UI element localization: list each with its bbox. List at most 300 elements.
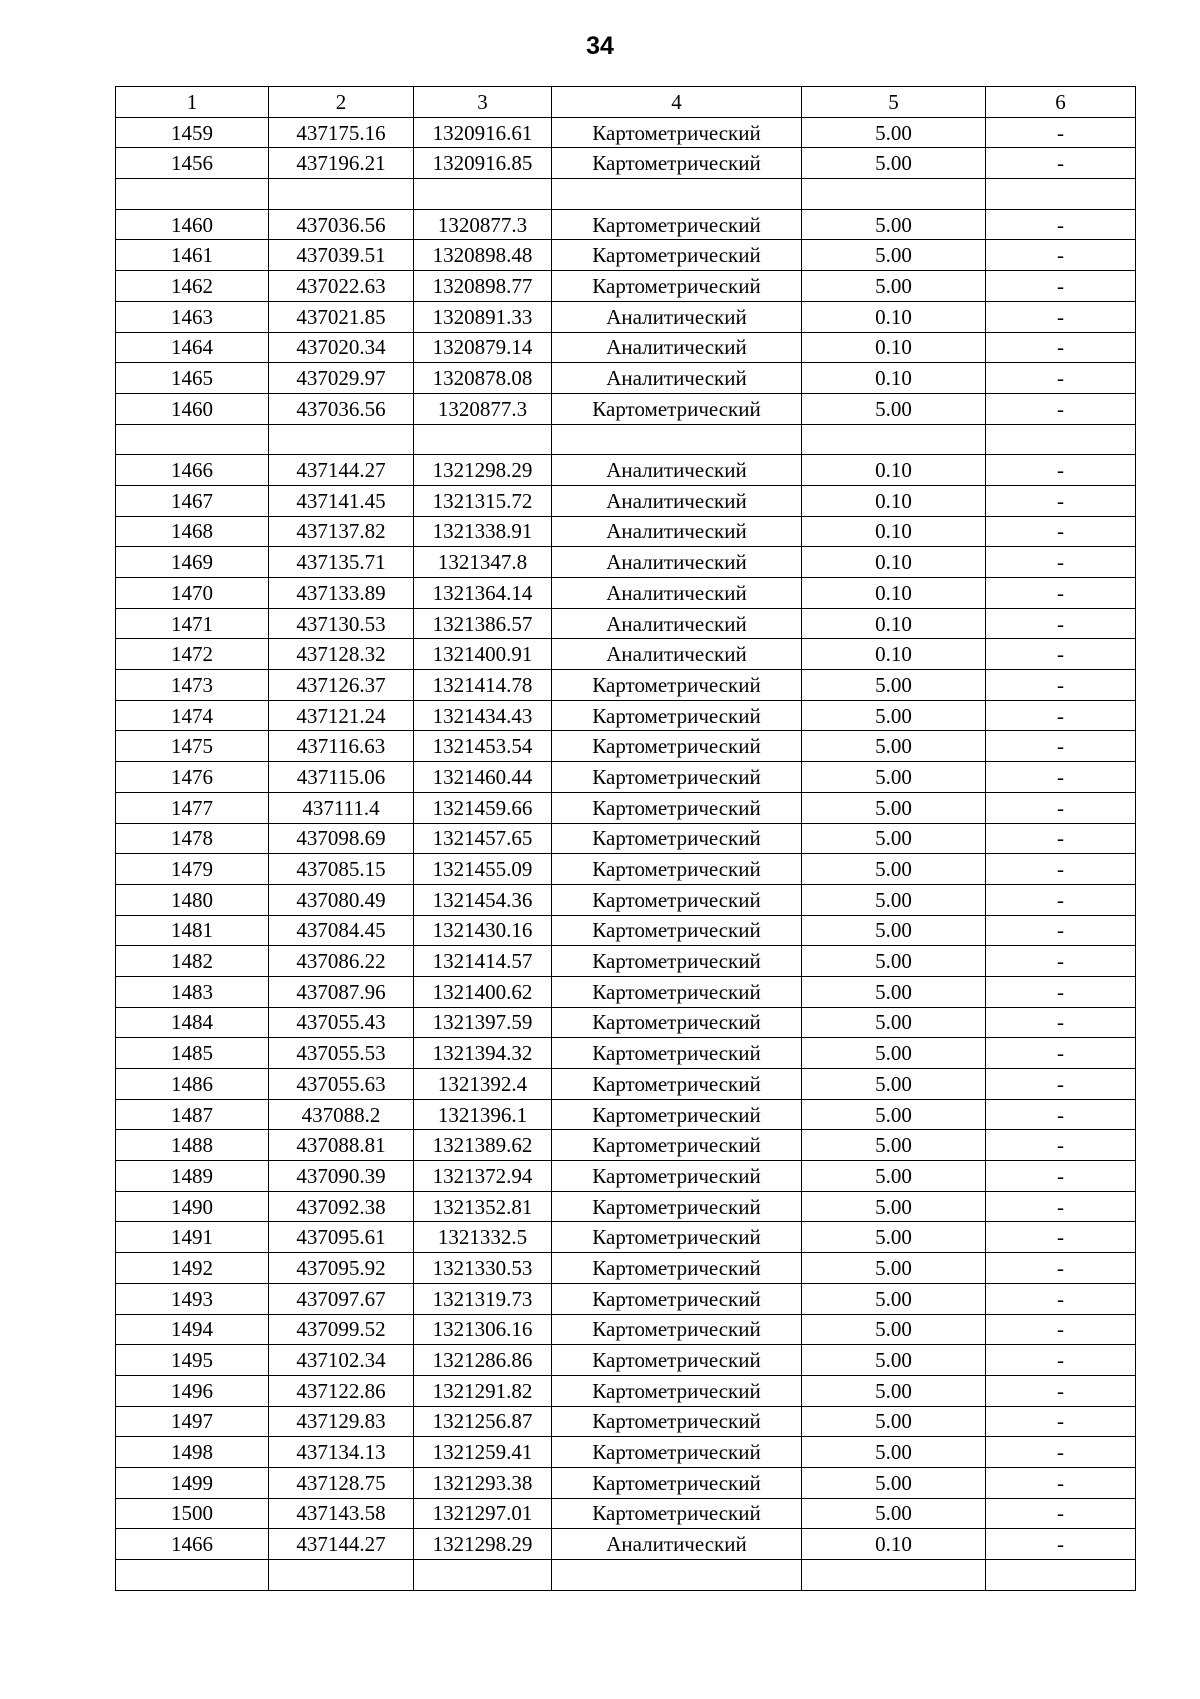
column-header: 4 (552, 87, 802, 118)
cell-accuracy: 5.00 (802, 148, 986, 179)
cell-coordinate-y: 1321259.41 (414, 1437, 552, 1468)
cell-coordinate-y: 1321453.54 (414, 731, 552, 762)
cell-point-number: 1472 (116, 639, 269, 670)
cell-method: Картометрический (552, 1253, 802, 1284)
table-row (116, 884, 1136, 915)
cell-coordinate-y: 1321352.81 (414, 1191, 552, 1222)
cell-note: - (986, 1007, 1136, 1038)
cell-note: - (986, 1498, 1136, 1529)
cell-coordinate-y: 1320898.48 (414, 240, 552, 271)
cell-point-number: 1475 (116, 731, 269, 762)
cell-method: Картометрический (552, 1222, 802, 1253)
cell-coordinate-x: 437036.56 (269, 393, 414, 424)
table-row (116, 1498, 1136, 1529)
cell-method: Картометрический (552, 1099, 802, 1130)
table-row (116, 1038, 1136, 1069)
cell-accuracy: 5.00 (802, 976, 986, 1007)
cell-coordinate-y: 1321319.73 (414, 1283, 552, 1314)
cell-coordinate-x: 437095.92 (269, 1253, 414, 1284)
cell-coordinate-y: 1320879.14 (414, 332, 552, 363)
cell-coordinate-y: 1321400.91 (414, 639, 552, 670)
cell-method: Картометрический (552, 1345, 802, 1376)
cell-note (986, 179, 1136, 210)
cell-note: - (986, 1437, 1136, 1468)
cell-method: Картометрический (552, 240, 802, 271)
cell-note: - (986, 700, 1136, 731)
cell-note: - (986, 271, 1136, 302)
table-row (116, 1253, 1136, 1284)
cell-coordinate-y: 1321298.29 (414, 455, 552, 486)
cell-coordinate-y: 1321414.57 (414, 946, 552, 977)
table-row (116, 639, 1136, 670)
cell-method: Картометрический (552, 946, 802, 977)
cell-point-number: 1494 (116, 1314, 269, 1345)
cell-accuracy: 5.00 (802, 1069, 986, 1100)
cell-coordinate-x: 437134.13 (269, 1437, 414, 1468)
cell-coordinate-x: 437092.38 (269, 1191, 414, 1222)
cell-method: Картометрический (552, 854, 802, 885)
cell-accuracy: 5.00 (802, 1467, 986, 1498)
cell-note (986, 1560, 1136, 1591)
cell-coordinate-x: 437090.39 (269, 1161, 414, 1192)
cell-method: Картометрический (552, 1406, 802, 1437)
cell-accuracy: 5.00 (802, 1099, 986, 1130)
cell-coordinate-x: 437084.45 (269, 915, 414, 946)
table-row (116, 670, 1136, 701)
cell-coordinate-y: 1320878.08 (414, 363, 552, 394)
cell-point-number: 1459 (116, 117, 269, 148)
cell-coordinate-y: 1321434.43 (414, 700, 552, 731)
cell-note: - (986, 363, 1136, 394)
cell-coordinate-x: 437196.21 (269, 148, 414, 179)
cell-coordinate-y: 1321392.4 (414, 1069, 552, 1100)
table-row (116, 1069, 1136, 1100)
cell-coordinate-y: 1321347.8 (414, 547, 552, 578)
cell-note: - (986, 1283, 1136, 1314)
cell-coordinate-x: 437021.85 (269, 301, 414, 332)
cell-coordinate-x: 437102.34 (269, 1345, 414, 1376)
cell-accuracy: 0.10 (802, 1529, 986, 1560)
cell-accuracy (802, 1560, 986, 1591)
cell-note: - (986, 639, 1136, 670)
table-row (116, 148, 1136, 179)
cell-point-number (116, 424, 269, 455)
cell-note: - (986, 1375, 1136, 1406)
cell-point-number: 1478 (116, 823, 269, 854)
cell-point-number: 1487 (116, 1099, 269, 1130)
table-row (116, 608, 1136, 639)
table-row (116, 854, 1136, 885)
cell-coordinate-x: 437111.4 (269, 792, 414, 823)
cell-method: Картометрический (552, 1130, 802, 1161)
cell-point-number: 1462 (116, 271, 269, 302)
table-row (116, 976, 1136, 1007)
cell-coordinate-x: 437055.53 (269, 1038, 414, 1069)
cell-point-number (116, 1560, 269, 1591)
table-row (116, 209, 1136, 240)
cell-point-number: 1470 (116, 578, 269, 609)
cell-coordinate-y: 1321455.09 (414, 854, 552, 885)
cell-method: Аналитический (552, 578, 802, 609)
cell-point-number: 1474 (116, 700, 269, 731)
cell-coordinate-y: 1321460.44 (414, 762, 552, 793)
cell-note: - (986, 915, 1136, 946)
cell-coordinate-x (269, 424, 414, 455)
cell-coordinate-x: 437115.06 (269, 762, 414, 793)
cell-accuracy: 0.10 (802, 455, 986, 486)
cell-point-number: 1488 (116, 1130, 269, 1161)
table-row (116, 1161, 1136, 1192)
cell-accuracy: 0.10 (802, 639, 986, 670)
cell-accuracy: 0.10 (802, 516, 986, 547)
cell-method (552, 179, 802, 210)
table-row (116, 240, 1136, 271)
cell-coordinate-y: 1321397.59 (414, 1007, 552, 1038)
cell-point-number: 1476 (116, 762, 269, 793)
cell-note: - (986, 1222, 1136, 1253)
cell-note: - (986, 547, 1136, 578)
cell-accuracy (802, 179, 986, 210)
cell-point-number: 1497 (116, 1406, 269, 1437)
cell-accuracy: 5.00 (802, 854, 986, 885)
cell-note: - (986, 485, 1136, 516)
cell-coordinate-x: 437137.82 (269, 516, 414, 547)
cell-point-number: 1463 (116, 301, 269, 332)
table-row (116, 179, 1136, 210)
page-number: 34 (586, 32, 614, 60)
cell-coordinate-x: 437099.52 (269, 1314, 414, 1345)
table-row (116, 792, 1136, 823)
cell-coordinate-x: 437128.75 (269, 1467, 414, 1498)
cell-point-number: 1468 (116, 516, 269, 547)
table-row (116, 1467, 1136, 1498)
cell-coordinate-y: 1321293.38 (414, 1467, 552, 1498)
cell-accuracy: 0.10 (802, 608, 986, 639)
cell-method: Картометрический (552, 148, 802, 179)
cell-accuracy: 5.00 (802, 240, 986, 271)
cell-point-number: 1460 (116, 209, 269, 240)
cell-accuracy: 0.10 (802, 301, 986, 332)
cell-note (986, 424, 1136, 455)
cell-accuracy: 0.10 (802, 363, 986, 394)
cell-point-number: 1491 (116, 1222, 269, 1253)
cell-coordinate-x: 437055.63 (269, 1069, 414, 1100)
cell-note: - (986, 762, 1136, 793)
cell-accuracy: 5.00 (802, 1038, 986, 1069)
cell-accuracy: 5.00 (802, 884, 986, 915)
column-header: 2 (269, 87, 414, 118)
cell-method: Картометрический (552, 823, 802, 854)
cell-method: Картометрический (552, 1038, 802, 1069)
cell-accuracy: 5.00 (802, 823, 986, 854)
cell-method: Картометрический (552, 731, 802, 762)
cell-note: - (986, 1314, 1136, 1345)
cell-coordinate-x: 437130.53 (269, 608, 414, 639)
cell-method: Картометрический (552, 976, 802, 1007)
cell-note: - (986, 1345, 1136, 1376)
cell-point-number: 1481 (116, 915, 269, 946)
cell-accuracy: 5.00 (802, 792, 986, 823)
cell-method: Аналитический (552, 363, 802, 394)
cell-method: Картометрический (552, 1437, 802, 1468)
cell-point-number: 1483 (116, 976, 269, 1007)
cell-point-number: 1490 (116, 1191, 269, 1222)
cell-accuracy: 5.00 (802, 1345, 986, 1376)
cell-note: - (986, 792, 1136, 823)
cell-method: Картометрический (552, 209, 802, 240)
cell-coordinate-x: 437135.71 (269, 547, 414, 578)
cell-method: Картометрический (552, 1375, 802, 1406)
cell-coordinate-y: 1320891.33 (414, 301, 552, 332)
cell-coordinate-y (414, 1560, 552, 1591)
cell-method: Аналитический (552, 516, 802, 547)
cell-coordinate-x: 437129.83 (269, 1406, 414, 1437)
cell-accuracy: 5.00 (802, 1130, 986, 1161)
cell-point-number: 1485 (116, 1038, 269, 1069)
cell-coordinate-y (414, 179, 552, 210)
cell-coordinate-x: 437036.56 (269, 209, 414, 240)
cell-method: Картометрический (552, 762, 802, 793)
cell-note: - (986, 1161, 1136, 1192)
cell-accuracy: 5.00 (802, 1314, 986, 1345)
cell-coordinate-y: 1320916.85 (414, 148, 552, 179)
table-row (116, 731, 1136, 762)
cell-point-number: 1461 (116, 240, 269, 271)
cell-method: Картометрический (552, 1467, 802, 1498)
table-header-row (116, 87, 1136, 118)
cell-accuracy: 5.00 (802, 393, 986, 424)
cell-coordinate-y: 1321297.01 (414, 1498, 552, 1529)
cell-method: Картометрический (552, 670, 802, 701)
cell-coordinate-y: 1321457.65 (414, 823, 552, 854)
table-row (116, 332, 1136, 363)
table-row (116, 1345, 1136, 1376)
cell-coordinate-y: 1321386.57 (414, 608, 552, 639)
cell-point-number: 1489 (116, 1161, 269, 1192)
cell-note: - (986, 1130, 1136, 1161)
cell-method: Картометрический (552, 700, 802, 731)
cell-accuracy (802, 424, 986, 455)
cell-coordinate-x: 437121.24 (269, 700, 414, 731)
cell-point-number: 1466 (116, 1529, 269, 1560)
table-row (116, 117, 1136, 148)
table-row (116, 424, 1136, 455)
cell-accuracy: 5.00 (802, 1406, 986, 1437)
table-row (116, 1007, 1136, 1038)
cell-point-number: 1464 (116, 332, 269, 363)
table-row (116, 1130, 1136, 1161)
cell-accuracy: 5.00 (802, 946, 986, 977)
cell-coordinate-x: 437128.32 (269, 639, 414, 670)
cell-note: - (986, 117, 1136, 148)
cell-method: Аналитический (552, 301, 802, 332)
cell-coordinate-x: 437055.43 (269, 1007, 414, 1038)
cell-note: - (986, 148, 1136, 179)
cell-point-number: 1480 (116, 884, 269, 915)
cell-coordinate-y: 1321330.53 (414, 1253, 552, 1284)
table-row (116, 762, 1136, 793)
table-row (116, 1529, 1136, 1560)
cell-coordinate-x: 437143.58 (269, 1498, 414, 1529)
cell-coordinate-x: 437080.49 (269, 884, 414, 915)
cell-method: Картометрический (552, 117, 802, 148)
cell-method: Картометрический (552, 884, 802, 915)
table-row (116, 1283, 1136, 1314)
table-row (116, 547, 1136, 578)
cell-point-number: 1495 (116, 1345, 269, 1376)
cell-method: Картометрический (552, 1498, 802, 1529)
cell-note: - (986, 854, 1136, 885)
cell-accuracy: 5.00 (802, 762, 986, 793)
cell-coordinate-x: 437175.16 (269, 117, 414, 148)
table-row (116, 1314, 1136, 1345)
cell-coordinate-y: 1320916.61 (414, 117, 552, 148)
table-row (116, 946, 1136, 977)
cell-method: Картометрический (552, 915, 802, 946)
cell-coordinate-y: 1321338.91 (414, 516, 552, 547)
cell-note: - (986, 455, 1136, 486)
cell-coordinate-y: 1321394.32 (414, 1038, 552, 1069)
cell-note: - (986, 1038, 1136, 1069)
cell-method (552, 1560, 802, 1591)
cell-point-number: 1484 (116, 1007, 269, 1038)
cell-note: - (986, 1529, 1136, 1560)
table-row (116, 578, 1136, 609)
cell-point-number: 1477 (116, 792, 269, 823)
cell-accuracy: 0.10 (802, 578, 986, 609)
cell-accuracy: 5.00 (802, 1007, 986, 1038)
cell-accuracy: 5.00 (802, 117, 986, 148)
cell-point-number: 1469 (116, 547, 269, 578)
cell-coordinate-y: 1321286.86 (414, 1345, 552, 1376)
cell-coordinate-y: 1321454.36 (414, 884, 552, 915)
cell-note: - (986, 1069, 1136, 1100)
cell-point-number: 1466 (116, 455, 269, 486)
cell-coordinate-x: 437141.45 (269, 485, 414, 516)
cell-coordinate-y: 1321298.29 (414, 1529, 552, 1560)
cell-note: - (986, 332, 1136, 363)
cell-note: - (986, 946, 1136, 977)
cell-coordinate-y: 1321414.78 (414, 670, 552, 701)
cell-method: Аналитический (552, 608, 802, 639)
cell-accuracy: 0.10 (802, 332, 986, 363)
cell-coordinate-y: 1321315.72 (414, 485, 552, 516)
cell-coordinate-x: 437097.67 (269, 1283, 414, 1314)
cell-point-number: 1492 (116, 1253, 269, 1284)
cell-method: Картометрический (552, 1161, 802, 1192)
cell-accuracy: 5.00 (802, 670, 986, 701)
cell-coordinate-x: 437088.2 (269, 1099, 414, 1130)
cell-accuracy: 5.00 (802, 209, 986, 240)
cell-coordinate-x: 437116.63 (269, 731, 414, 762)
cell-coordinate-x (269, 179, 414, 210)
column-header: 6 (986, 87, 1136, 118)
cell-method: Картометрический (552, 1314, 802, 1345)
column-header: 5 (802, 87, 986, 118)
cell-coordinate-x: 437088.81 (269, 1130, 414, 1161)
cell-note: - (986, 976, 1136, 1007)
cell-point-number: 1465 (116, 363, 269, 394)
cell-coordinate-x: 437098.69 (269, 823, 414, 854)
table-row (116, 516, 1136, 547)
cell-point-number: 1498 (116, 1437, 269, 1468)
cell-point-number: 1493 (116, 1283, 269, 1314)
column-header: 1 (116, 87, 269, 118)
cell-method: Картометрический (552, 1007, 802, 1038)
cell-coordinate-y: 1321459.66 (414, 792, 552, 823)
cell-method: Аналитический (552, 639, 802, 670)
table-row (116, 393, 1136, 424)
cell-point-number: 1467 (116, 485, 269, 516)
cell-coordinate-x: 437086.22 (269, 946, 414, 977)
cell-coordinate-y: 1320877.3 (414, 209, 552, 240)
cell-accuracy: 5.00 (802, 1222, 986, 1253)
cell-method: Аналитический (552, 455, 802, 486)
cell-coordinate-y: 1321400.62 (414, 976, 552, 1007)
cell-point-number: 1473 (116, 670, 269, 701)
cell-point-number: 1479 (116, 854, 269, 885)
cell-point-number (116, 179, 269, 210)
cell-accuracy: 0.10 (802, 485, 986, 516)
cell-method: Картометрический (552, 1191, 802, 1222)
table-row (116, 455, 1136, 486)
cell-point-number: 1496 (116, 1375, 269, 1406)
coordinates-table (115, 86, 1136, 1591)
cell-accuracy: 5.00 (802, 1161, 986, 1192)
table-body (116, 117, 1136, 1590)
cell-note: - (986, 516, 1136, 547)
cell-method: Аналитический (552, 1529, 802, 1560)
cell-coordinate-x: 437126.37 (269, 670, 414, 701)
cell-coordinate-y: 1321306.16 (414, 1314, 552, 1345)
cell-coordinate-y: 1321364.14 (414, 578, 552, 609)
table-row (116, 271, 1136, 302)
column-header: 3 (414, 87, 552, 118)
cell-point-number: 1486 (116, 1069, 269, 1100)
table-row (116, 1375, 1136, 1406)
cell-note: - (986, 1099, 1136, 1130)
cell-point-number: 1499 (116, 1467, 269, 1498)
cell-point-number: 1460 (116, 393, 269, 424)
cell-coordinate-x: 437085.15 (269, 854, 414, 885)
cell-coordinate-y: 1321372.94 (414, 1161, 552, 1192)
cell-method: Аналитический (552, 547, 802, 578)
cell-note: - (986, 1191, 1136, 1222)
cell-note: - (986, 608, 1136, 639)
cell-coordinate-y: 1321389.62 (414, 1130, 552, 1161)
cell-coordinate-x: 437144.27 (269, 1529, 414, 1560)
cell-coordinate-y (414, 424, 552, 455)
cell-coordinate-x: 437022.63 (269, 271, 414, 302)
cell-coordinate-x: 437039.51 (269, 240, 414, 271)
cell-note: - (986, 578, 1136, 609)
cell-method: Картометрический (552, 792, 802, 823)
cell-coordinate-x: 437087.96 (269, 976, 414, 1007)
table-row (116, 1560, 1136, 1591)
table-row (116, 1191, 1136, 1222)
cell-note: - (986, 209, 1136, 240)
table-row (116, 1222, 1136, 1253)
cell-method: Картометрический (552, 271, 802, 302)
cell-accuracy: 5.00 (802, 915, 986, 946)
table-row (116, 1099, 1136, 1130)
cell-method: Аналитический (552, 332, 802, 363)
table-row (116, 1437, 1136, 1468)
cell-accuracy: 5.00 (802, 1253, 986, 1284)
cell-coordinate-x: 437020.34 (269, 332, 414, 363)
cell-coordinate-y: 1320898.77 (414, 271, 552, 302)
table-row (116, 823, 1136, 854)
